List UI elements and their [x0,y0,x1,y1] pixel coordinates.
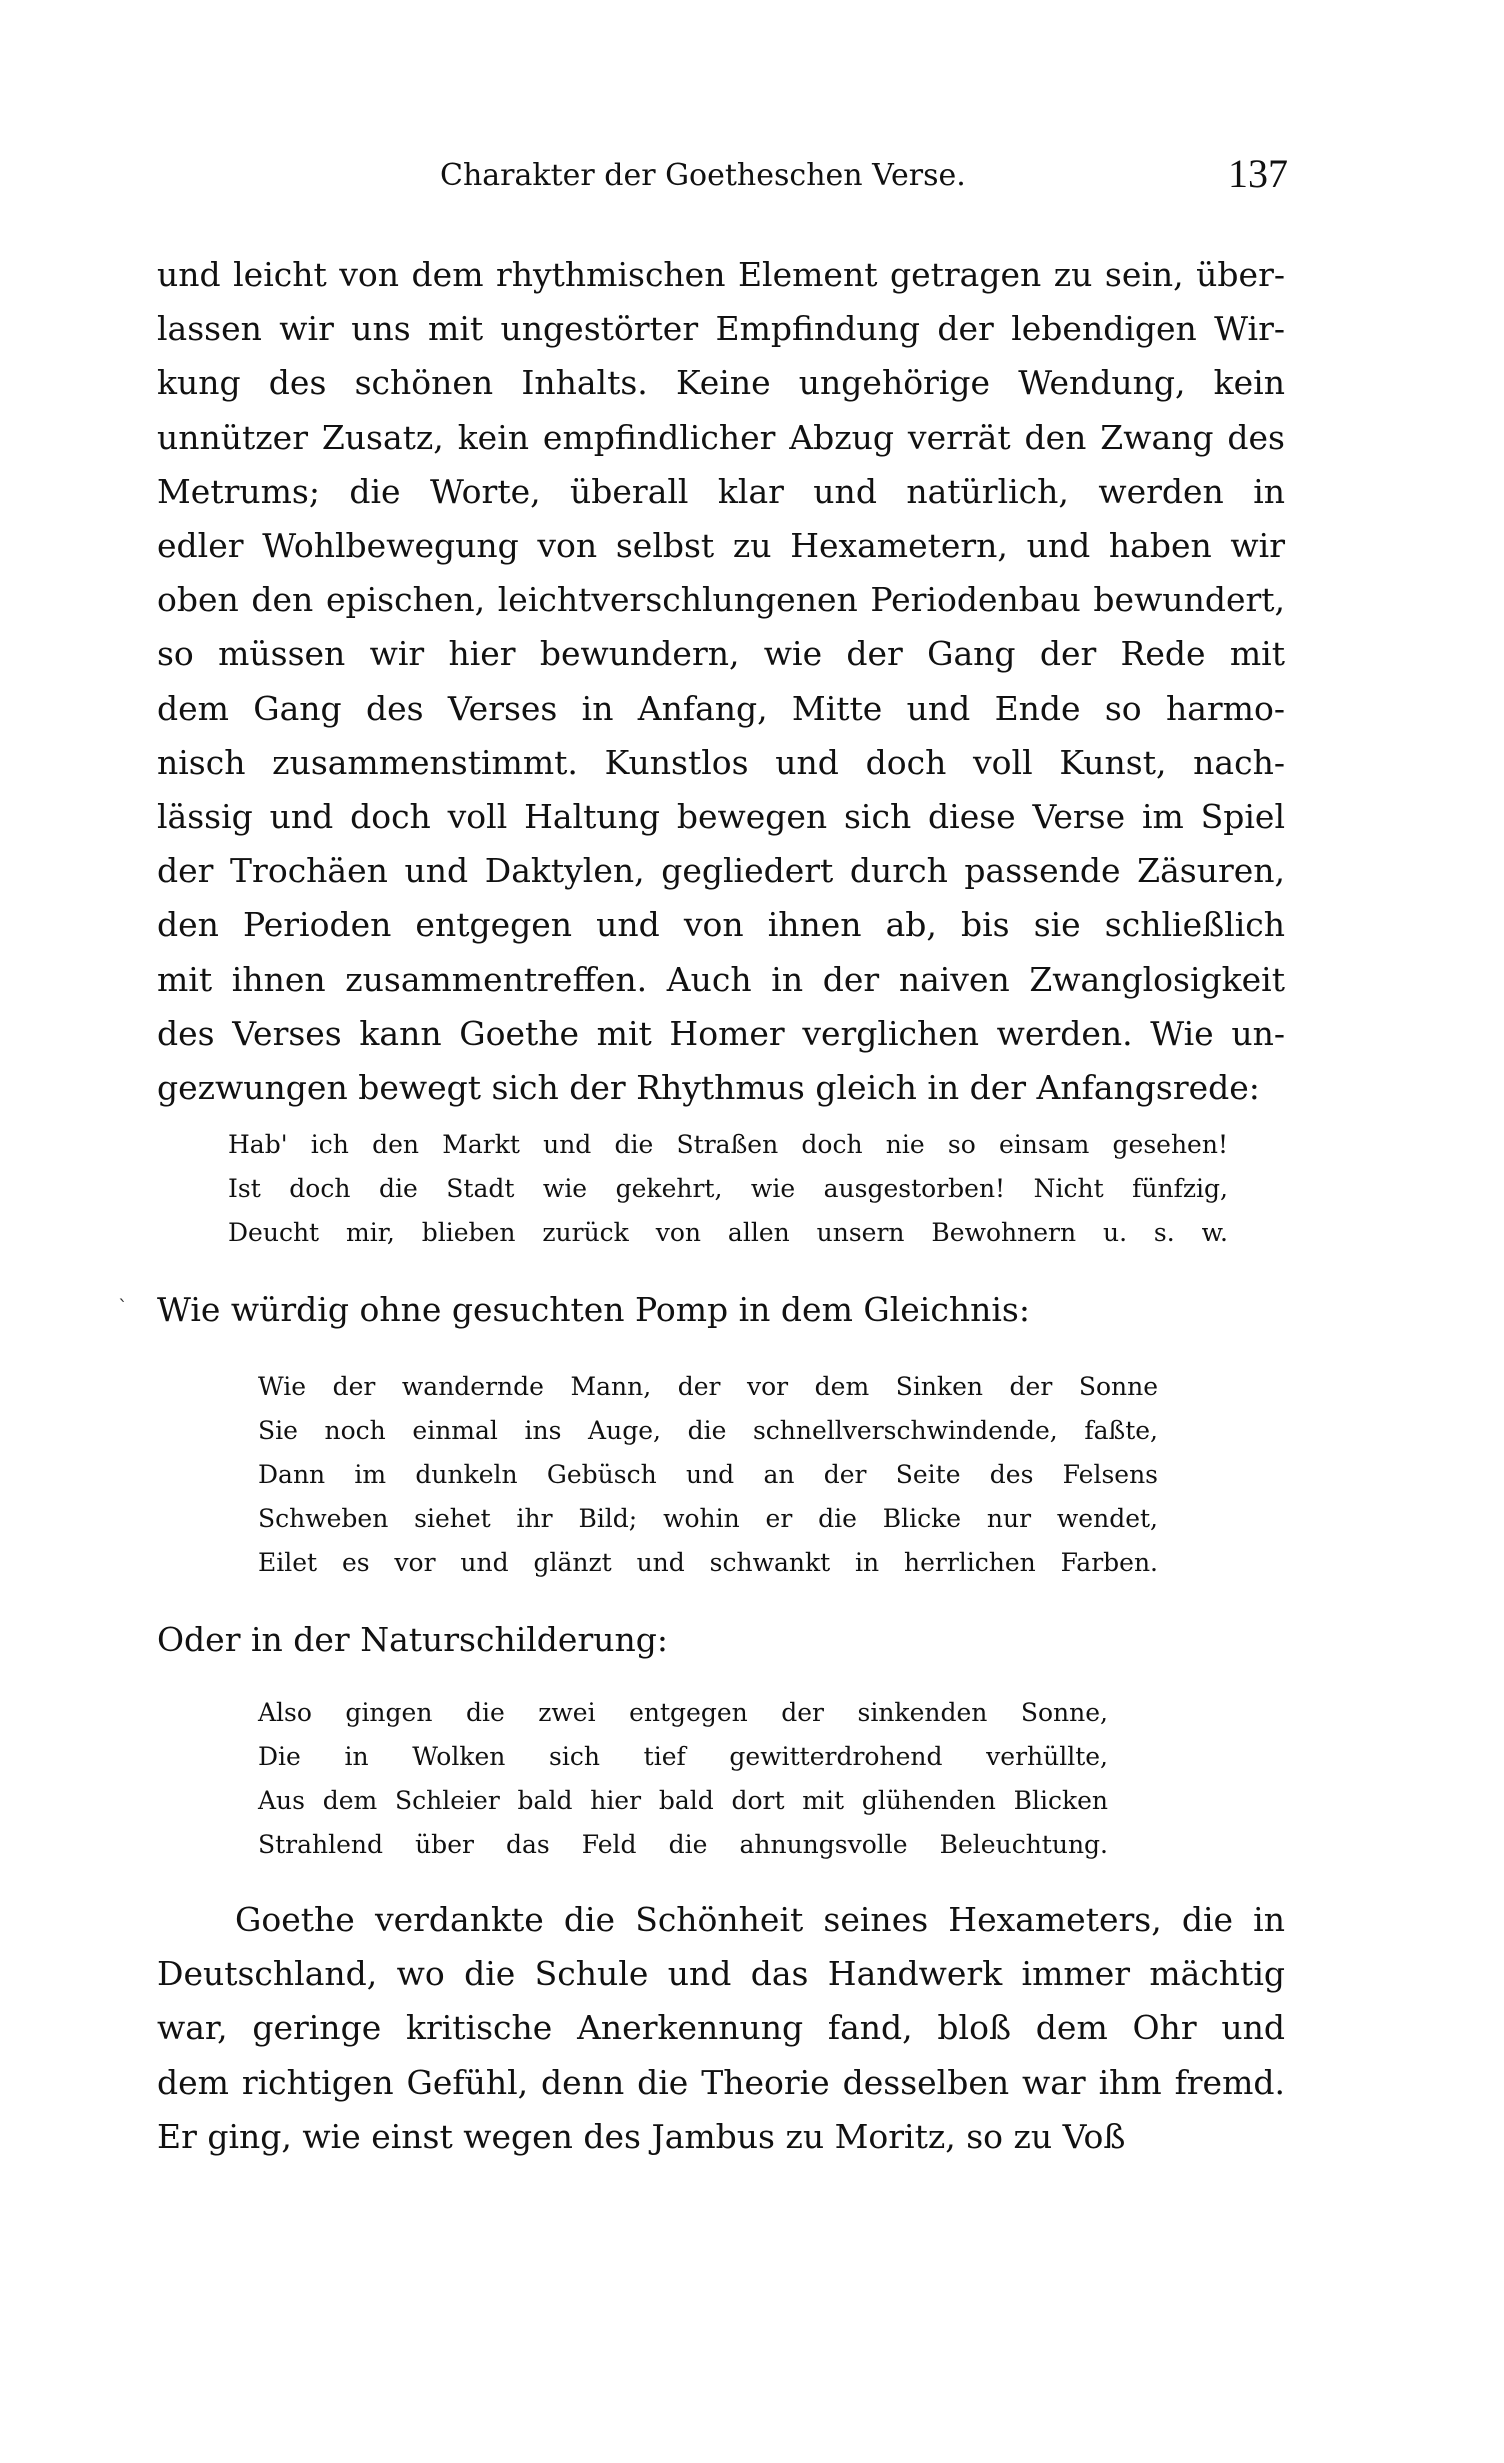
verse-line: Wie der wandernde Mann, der vor dem Sinken der Sonne [258,1372,1158,1401]
running-title: Charakter der Goetheschen Verse. [440,158,966,193]
verse-line: Schweben siehet ihr Bild; wohin er die Blicke nur wendet, [258,1504,1158,1533]
paragraph-line: Er ging, wie einst wegen des Jambus zu Moritz, so zu Voß [157,2116,1126,2156]
paragraph-line: lassen wir uns mit ungestörter Empfindung der lebendigen Wir- [157,309,1285,349]
verse-line: Strahlend über das Feld die ahnungsvolle Beleuchtung. [258,1830,1108,1859]
verse-line: Aus dem Schleier bald hier bald dort mit glühenden Blicken [258,1786,1108,1815]
verse-line: Eilet es vor und glänzt und schwankt in herrlichen Farben. [258,1548,1158,1577]
verse-line: Also gingen die zwei entgegen der sinkenden Sonne, [258,1698,1108,1727]
paragraph-line: der Trochäen und Daktylen, gegliedert durch passende Zäsuren, [157,851,1285,891]
paragraph-line: mit ihnen zusammentreffen. Auch in der naiven Zwanglosigkeit [157,959,1285,999]
paragraph-line: Metrums; die Worte, überall klar und natürlich, werden in [157,471,1285,511]
paragraph-line: gezwungen bewegt sich der Rhythmus gleich in der Anfangsrede: [157,1068,1260,1107]
paragraph-line: des Verses kann Goethe mit Homer verglichen werden. Wie un- [157,1013,1285,1053]
paragraph-line: unnützer Zusatz, kein empfindlicher Abzug verrät den Zwang des [157,417,1285,457]
verse-line: Sie noch einmal ins Auge, die schnellverschwindende, faßte, [258,1416,1158,1445]
paragraph-line: dem Gang des Verses in Anfang, Mitte und Ende so harmo- [157,688,1285,728]
verse-line: Hab' ich den Markt und die Straßen doch nie so einsam gesehen! [228,1130,1228,1159]
paragraph-line: nisch zusammenstimmt. Kunstlos und doch voll Kunst, nach- [157,742,1285,782]
paragraph-line: dem richtigen Gefühl, denn die Theorie desselben war ihm fremd. [157,2062,1285,2102]
paragraph-line: lässig und doch voll Haltung bewegen sich diese Verse im Spiel [157,797,1285,836]
verse-line: Deucht mir, blieben zurück von allen unsern Bewohnern u. s. w. [228,1218,1228,1247]
paragraph-line: den Perioden entgegen und von ihnen ab, bis sie schließlich [157,905,1285,945]
paragraph-line: edler Wohlbewegung von selbst zu Hexametern, und haben wir [157,526,1285,565]
paragraph-line: so müssen wir hier bewundern, wie der Gang der Rede mit [157,634,1285,674]
verse-line: Dann im dunkeln Gebüsch und an der Seite des Felsens [258,1460,1158,1489]
verse-line: Die in Wolken sich tief gewitterdrohend verhüllte, [258,1742,1108,1771]
paragraph-line: kung des schönen Inhalts. Keine ungehörige Wendung, kein [157,363,1285,403]
paragraph-line: Deutschland, wo die Schule und das Handwerk immer mächtig [157,1954,1285,1994]
intro-line: Oder in der Naturschilderung: [157,1620,668,1659]
paragraph-line: oben den epischen, leichtverschlungenen Periodenbau bewundert, [157,580,1285,620]
paragraph-line: Goethe verdankte die Schönheit seines Hexameters, die in [235,1900,1285,1939]
paragraph-line: und leicht von dem rhythmischen Element getragen zu sein, über- [157,255,1285,294]
stray-mark: ˋ [118,1295,128,1319]
page-number: 137 [1228,151,1288,196]
intro-line: Wie würdig ohne gesuchten Pomp in dem Gleichnis: [157,1290,1030,1329]
verse-line: Ist doch die Stadt wie gekehrt, wie ausgestorben! Nicht fünfzig, [228,1174,1228,1203]
paragraph-line: war, geringe kritische Anerkennung fand, bloß dem Ohr und [157,2008,1285,2048]
